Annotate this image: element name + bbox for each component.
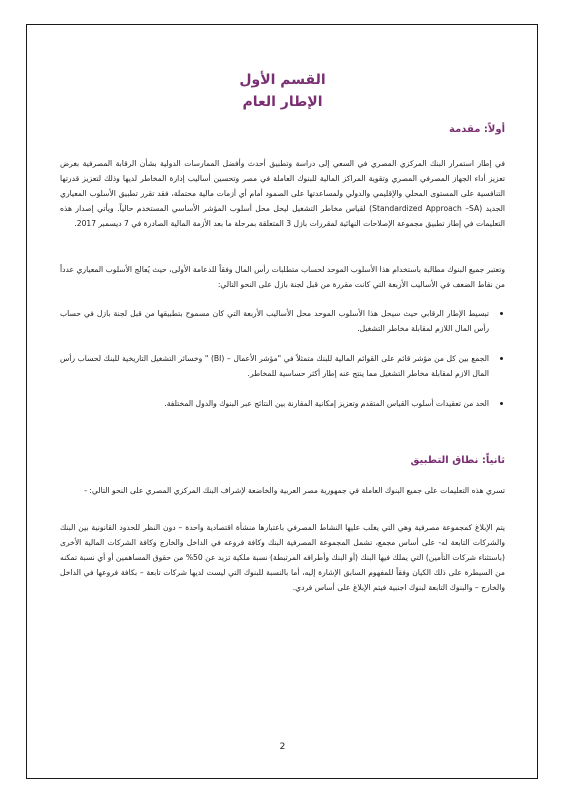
page-content bbox=[60, 0, 505, 800]
intro-paragraph-2: وتعتبر جميع البنوك مطالبة باستخدام هذا الأسلوب الموحد لحساب متطلبات رأس المال وفقاً للدعامة الأولى، حيث يُعالج الأسلوب المعياري عدداً من نقاط الضعف في الأساليب الأربعة التي كانت مقررة من قبل لجنة بازل على النحو التالي: bbox=[60, 265, 505, 289]
bullet-icon bbox=[500, 402, 503, 405]
intro-paragraph-1: في إطار استمرار البنك المركزي المصري في السعي إلى دراسة وتطبيق أحدث وأفضل الممارسات الدولية بشأن الرقابة المصرفية بغرض تعزيز أداء الجهاز المصرفي المصري وتقوية المراكز المالية للبنوك العاملة في مصر وتحسين أساليب إدارة المخاطر لديها وذلك لتعزيز قدرتها التنافسية على المستوى المحلي والإقليمي والدولي ولمساعدتها على الصمود أمام أي أزمات مالية محتملة، فقد تقرر تطبيق الأسلوب المعياري الجديد (Standardized Approach –SA) لقياس مخاطر التشغيل ليحل محل أسلوب المؤشر الأساسي المستخدم حالياً. ويأتي إصدار هذه التعليمات في إطار تطبيق مجموعة الإصلاحات النهائية لمقررات بازل 3 المتعلقة بمرحلة ما بعد الأزمة المالية الصادرة في 7 ديسمبر 2017. bbox=[60, 159, 505, 228]
bullet-icon bbox=[500, 312, 503, 315]
bullet-text: الجمع بين كل من مؤشر قائم على القوائم المالية للبنك متمثلاً في "مؤشر الأعمال – (BI) " وخسائر التشغيل التاريخية للبنك لحساب رأس المال الازم لمقابلة مخاطر التشغيل مما ينتج عنه إطار أكثر حساسية للمخاطر. bbox=[60, 354, 489, 378]
list-item bbox=[60, 396, 489, 411]
scope-heading: ثانياً: نطاق التطبيق bbox=[410, 455, 505, 466]
scope-paragraph-1: تسري هذه التعليمات على جميع البنوك العاملة في جمهورية مصر العربية والخاضعة لإشراف البنك المركزي المصري على النحو التالي: - bbox=[84, 486, 505, 495]
list-item bbox=[60, 351, 489, 381]
section-subtitle: الإطار العام bbox=[242, 94, 323, 110]
scope-paragraph-2: يتم الإبلاغ كمجموعة مصرفية وهي التي يغلب عليها النشاط المصرفي باعتبارها منشأة اقتصادية واحدة – دون النظر للحدود القانونية بين البنك والشركات التابعة له- على أساس مجمع، تشمل المجموعة المصرفية البنك وكافة فروعه في الداخل والخارج وكافة الشركات المالية الأخرى (باستثناء شركات التأمين) التي يملك فيها البنك (أو البنك وأطرافه المرتبطة) نسبة ملكية تزيد عن 50% من حقوق المساهمين أو أي نسبة تمكنه من السيطرة على ذلك الكيان وفقاً للمفهوم السابق الإشارة إليه، أما بالنسبة للبنوك التي ليست لديها شركات تابعة – بكافة فروعها في الداخل والخارج – والبنوك التابعة لبنوك اجنبية فيتم الإبلاغ على أساس فردي. bbox=[60, 523, 506, 592]
bullet-text: تبسيط الإطار الرقابي حيث سيحل هذا الأسلوب الموحد محل الأساليب الأربعة التي كان مسموح بتطبيقها من قبل لجنة بازل في حساب رأس المال اللازم لمقابلة مخاطر التشغيل. bbox=[60, 309, 489, 333]
intro-bullet-list bbox=[60, 306, 505, 411]
bullet-icon bbox=[500, 357, 503, 360]
bullet-text: الحد من تعقيدات أسلوب القياس المتقدم وتعزيز إمكانية المقارنة بين النتائج عبر البنوك والدول المختلفة. bbox=[164, 399, 489, 408]
list-item bbox=[60, 306, 489, 336]
section-title: القسم الأول bbox=[239, 72, 326, 88]
intro-heading: أولاً: مقدمة bbox=[449, 124, 505, 135]
page-number: 2 bbox=[279, 742, 286, 752]
